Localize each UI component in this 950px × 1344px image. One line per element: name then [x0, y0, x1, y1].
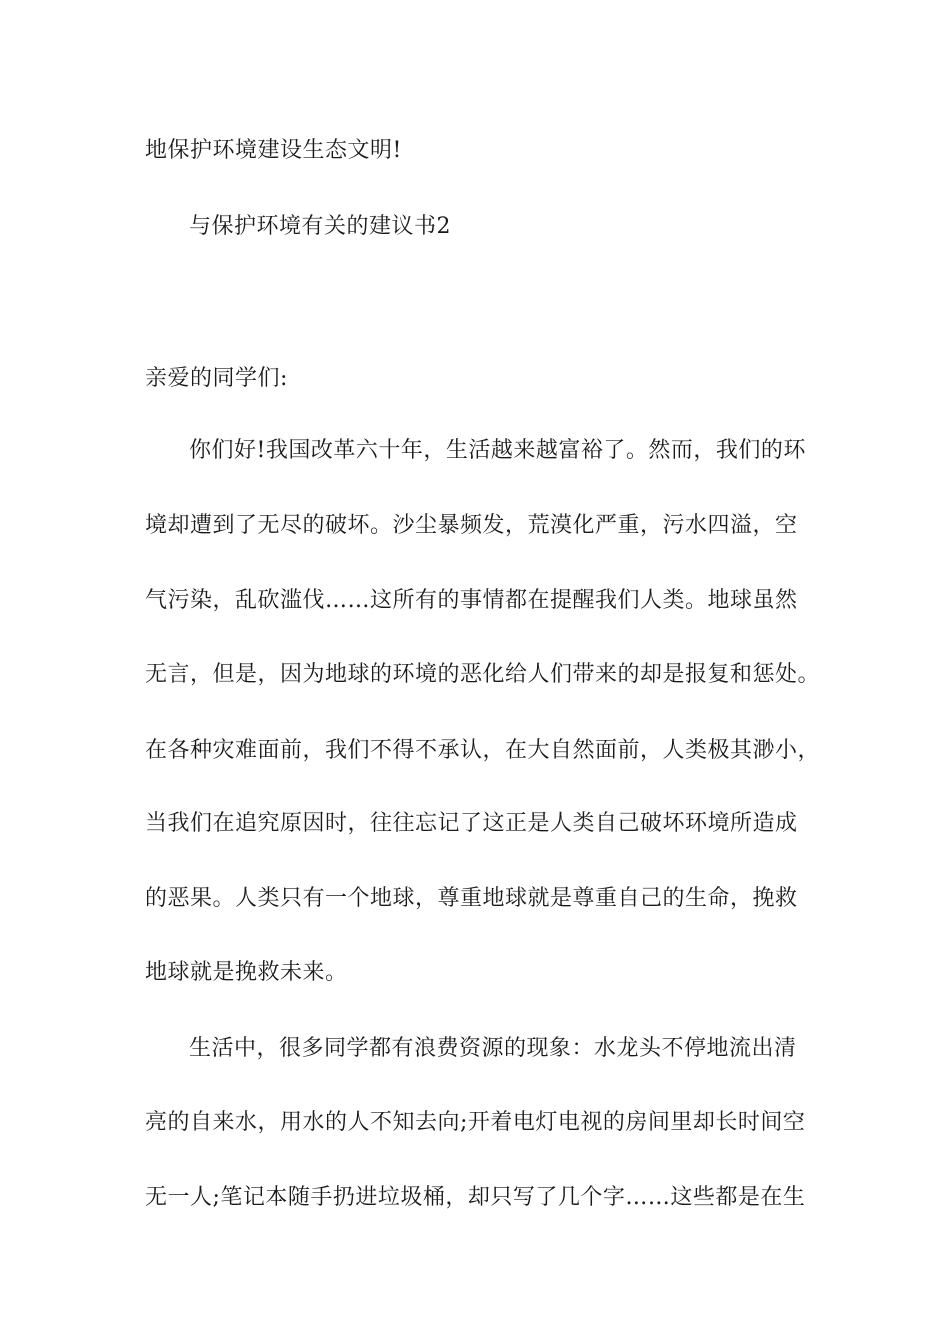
paragraph-line: 亮的自来水，用水的人不知去向;开着电灯电视的房间里却长时间空	[145, 1110, 806, 1135]
paragraph-line: 的恶果。人类只有一个地球，尊重地球就是尊重自己的生命，挽救	[145, 886, 798, 911]
paragraph-line: 境却遭到了无尽的破坏。沙尘暴频发，荒漠化严重，污水四溢，空	[145, 513, 798, 538]
document-title: 与保护环境有关的建议书2	[189, 214, 451, 239]
paragraph-line: 你们好!我国改革六十年，生活越来越富裕了。然而，我们的环	[189, 438, 806, 463]
paragraph-line: 气污染，乱砍滥伐……这所有的事情都在提醒我们人类。地球虽然	[145, 588, 798, 613]
paragraph-line: 无一人;笔记本随手扔进垃圾桶，却只写了几个字……这些都是在生	[145, 1185, 806, 1210]
salutation: 亲爱的同学们:	[145, 366, 288, 391]
paragraph-line: 在各种灾难面前，我们不得不承认，在大自然面前，人类极其渺小，	[145, 738, 821, 763]
paragraph-line: 地球就是挽救未来。	[145, 960, 348, 985]
paragraph-line: 无言，但是，因为地球的环境的恶化给人们带来的却是报复和惩处。	[145, 662, 821, 687]
paragraph-line: 生活中，很多同学都有浪费资源的现象：水龙头不停地流出清	[189, 1036, 797, 1061]
paragraph-line: 当我们在追究原因时，往往忘记了这正是人类自己破坏环境所造成	[145, 811, 798, 836]
text-line-closing: 地保护环境建设生态文明!	[145, 138, 402, 163]
